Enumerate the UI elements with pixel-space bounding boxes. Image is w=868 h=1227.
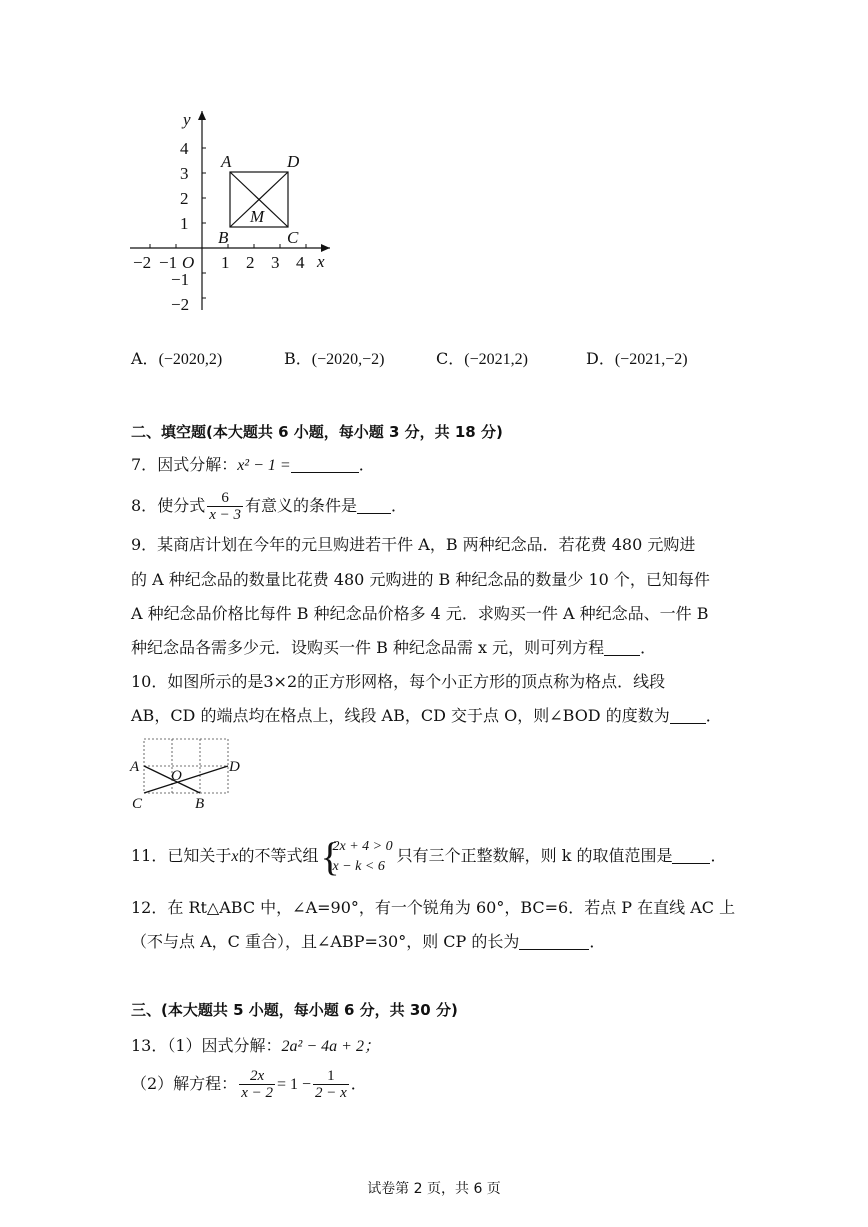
answer-blank-9[interactable] <box>604 639 640 656</box>
option-c[interactable]: C．(−2021,2) <box>436 349 528 368</box>
y-tick-1: 1 <box>180 214 189 233</box>
answer-blank-7[interactable] <box>291 456 359 473</box>
question-10-line-1: 10．如图所示的是3×2的正方形网格，每个小正方形的顶点称为格点．线段 <box>131 672 666 691</box>
y-tick-3: 3 <box>180 164 189 183</box>
question-11: 11．已知关于x的不等式组 { 2x + 4 > 0 x − k < 6 只有三个正整数解，则 k 的取值范围是 ． <box>131 834 727 879</box>
option-b[interactable]: B．(−2020,−2) <box>284 349 385 368</box>
segment-cd <box>144 766 228 793</box>
y-tick-neg1: −1 <box>171 270 190 289</box>
page-footer: 试卷第 2 页，共 6 页 <box>367 1181 501 1197</box>
coordinate-graph <box>125 105 345 325</box>
question-12-line-2: （不与点 A，C 重合），且∠ABP=30°，则 CP 的长为 ． <box>131 932 606 951</box>
point-b-label: B <box>218 228 229 247</box>
question-9-line-2: 的 A 种纪念品的数量比花费 480 元购进的 B 种纪念品的数量少 10 个，已知每件 <box>131 570 710 589</box>
x-tick-2: 2 <box>246 253 255 272</box>
y-tick-2: 2 <box>180 189 189 208</box>
question-10-line-2: AB，CD 的端点均在格点上，线段 AB，CD 交于点 O，则∠BOD 的度数为 ． <box>131 706 722 725</box>
question-13-part-1: 13．（1）因式分解：2a² − 4a + 2； <box>131 1036 380 1055</box>
fraction-13-2: $\frac{1}{2 - x}$ <box>315 1068 347 1101</box>
grid-label-d: D <box>229 759 240 775</box>
fraction-q8: $\frac{6}{x - 3}$ <box>209 490 241 523</box>
x-axis-label: x <box>317 252 325 271</box>
x-tick-neg2: −2 <box>133 253 152 272</box>
answer-blank-11[interactable] <box>672 847 710 864</box>
question-9-line-3: A 种纪念品价格比每件 B 种纪念品价格多 4 元．求购买一件 A 种纪念品、一件 B <box>131 604 709 623</box>
x-tick-4: 4 <box>296 253 305 272</box>
x-tick-3: 3 <box>271 253 280 272</box>
y-tick-neg2: −2 <box>171 295 190 314</box>
answer-blank-10[interactable] <box>670 707 706 724</box>
point-c-label: C <box>287 228 299 247</box>
inequality-system: { 2x + 4 > 0 x − k < 6 <box>327 837 393 877</box>
option-a[interactable]: A．(−2020,2) <box>131 349 223 368</box>
fraction-13-1: $\frac{2x}{x - 2}$ <box>241 1068 273 1101</box>
point-m-label: M <box>250 207 265 226</box>
question-12-line-1: 12．在 Rt△ABC 中，∠A=90°，有一个锐角为 60°，BC=6．若点 P 在直线 AC 上 <box>131 898 736 917</box>
x-tick-neg1: −1 <box>159 253 178 272</box>
y-tick-4: 4 <box>180 139 189 158</box>
grid-label-a: A <box>130 759 140 775</box>
grid-figure <box>128 736 248 816</box>
question-7: 7．因式分解：x² − 1 = ． <box>131 455 375 474</box>
point-d-label: D <box>287 152 300 171</box>
answer-blank-8[interactable] <box>357 497 391 514</box>
x-tick-1: 1 <box>221 253 230 272</box>
option-d[interactable]: D．(−2021,−2) <box>586 349 688 368</box>
y-axis-label: y <box>183 110 191 129</box>
grid-label-o: O <box>171 768 182 784</box>
question-9-line-1: 9．某商店计划在今年的元旦购进若干件 A，B 两种纪念品．若花费 480 元购进 <box>131 535 696 554</box>
answer-blank-12[interactable] <box>519 933 589 950</box>
section3-heading: 三、(本大题共 5 小题，每小题 6 分，共 30 分) <box>131 1001 458 1019</box>
grid-label-b: B <box>195 796 205 812</box>
point-a-label: A <box>221 152 232 171</box>
question-13-part-2: （2）解方程： $\frac{2x}{x - 2}$ = 1 − $\frac{1}{2 - x}$ ． <box>131 1068 367 1101</box>
question-9-line-4: 种纪念品各需多少元．设购买一件 B 种纪念品需 x 元，则可列方程 ． <box>131 638 657 657</box>
origin-label: O <box>182 253 195 272</box>
question-8: 8．使分式 $\frac{6}{x - 3}$ 有意义的条件是 ． <box>131 490 408 523</box>
grid-label-c: C <box>132 796 143 812</box>
section2-heading: 二、填空题(本大题共 6 小题，每小题 3 分，共 18 分) <box>131 423 503 441</box>
